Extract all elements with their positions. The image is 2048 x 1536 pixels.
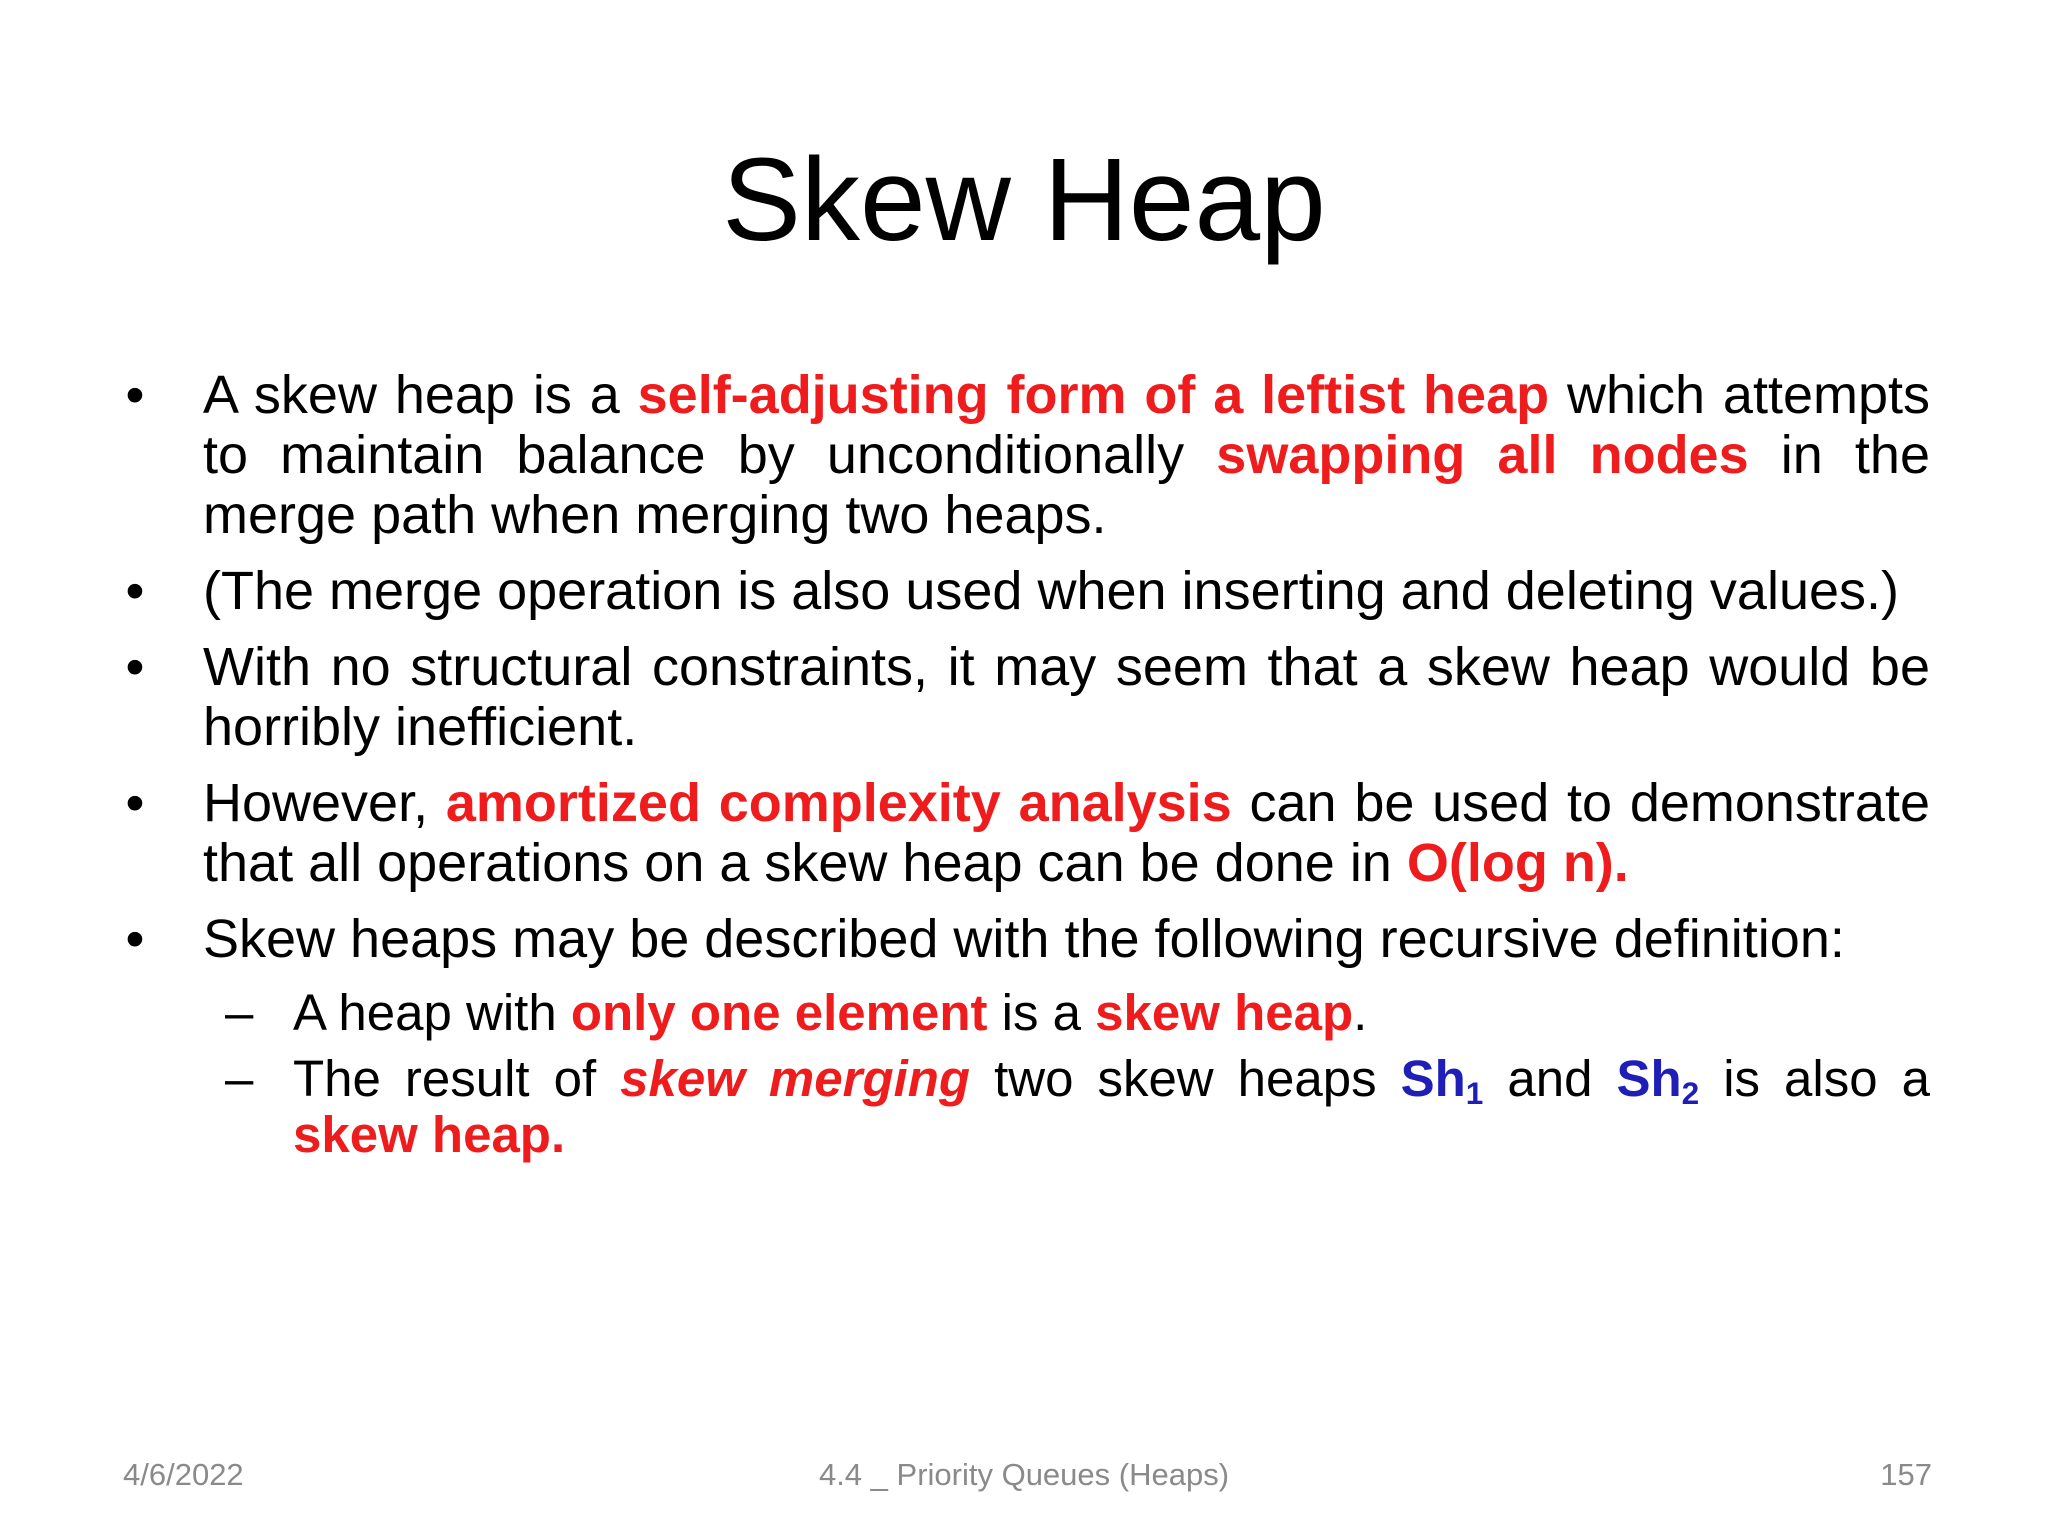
bullet-icon: • [125, 909, 145, 969]
bullet-item: • However, amortized complexity analysis can be used to demonstrate that all operations on a skew heap can be done in O(log n). [120, 773, 1930, 893]
highlight-text: skew heap [1095, 984, 1354, 1041]
sub-bullet-item: – A heap with only one element is a skew heap. [225, 984, 1368, 1041]
slide-title: Skew Heap [722, 134, 1326, 266]
highlight-text: skew heap. [293, 1106, 566, 1163]
variable-text: $Sh_2$ [1616, 1050, 1700, 1111]
bullet-item: • Skew heaps may be described with the following recursive definition: [120, 909, 1930, 969]
bullet-icon: • [125, 637, 145, 697]
highlight-text: swapping all nodes [1216, 425, 1749, 485]
page-number: 157 [1880, 1457, 1932, 1492]
bullet-item: • With no structural constraints, it may seem that a skew heap would be horribly inefficient. [120, 637, 1930, 757]
footer-date: 4/6/2022 [123, 1457, 244, 1492]
highlight-text: O(log n). [1406, 833, 1629, 893]
dash-icon: – [225, 984, 254, 1041]
sub-bullet-item: – The result of skew merging two skew heaps $Sh_1$ and $Sh_2$ is also a skew heap. [225, 1050, 1930, 1163]
bullet-icon: • [125, 773, 145, 833]
bullet-icon: • [125, 365, 145, 425]
footer-title: 4.4 _ Priority Queues (Heaps) [818, 1457, 1230, 1492]
variable-text: $Sh_1$ [1400, 1050, 1484, 1111]
highlight-text: only one element [570, 984, 988, 1041]
slide-content [120, 365, 1930, 1173]
bullet-item: • A skew heap is a self-adjusting form of a leftist heap which attempts to maintain balance by unconditionally swapping all nodes in the merge path when merging two heaps. [120, 365, 1930, 545]
bullet-icon: • [125, 561, 145, 621]
bullet-item: • (The merge operation is also used when inserting and deleting values.) [120, 561, 1930, 621]
highlight-text: self-adjusting form of a leftist heap [637, 365, 1550, 425]
highlight-text: skew merging [620, 1050, 971, 1107]
dash-icon: – [225, 1050, 254, 1107]
highlight-text: amortized complexity analysis [445, 773, 1232, 833]
